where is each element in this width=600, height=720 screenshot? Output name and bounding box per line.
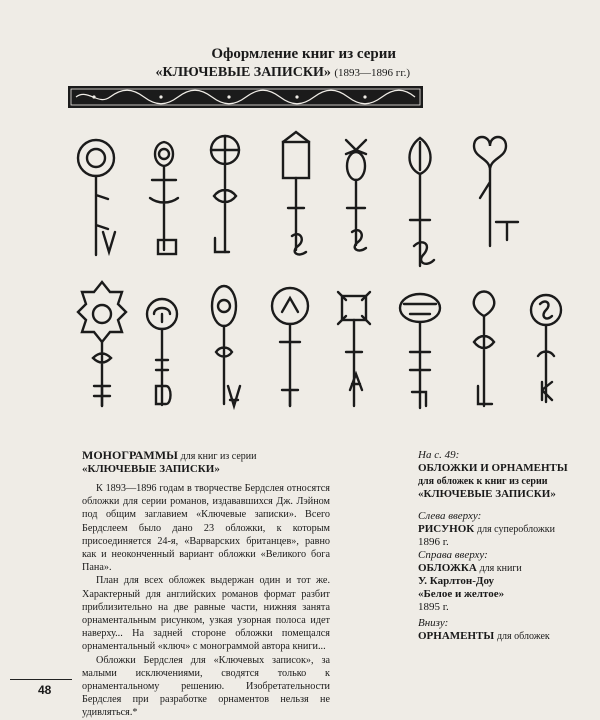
ornament-band xyxy=(68,86,423,108)
key-8 xyxy=(78,282,126,406)
paragraph-2: План для всех обложек выдержан один и тот же. Характерный для английских романов формат разбит приблизительно на две равные части, нижняя занята орнаментальным рисунком, узкая узорная полоса идет наверху... На задней стороне обложки помещался орнаментальный «ключ» с монограммой автора книги... xyxy=(82,575,330,653)
monograms-heading xyxy=(82,449,332,476)
series-years: (1893—1896 гг.) xyxy=(334,67,410,79)
caption-title: РИСУНОК xyxy=(418,523,475,535)
key-11 xyxy=(272,288,308,406)
key-15 xyxy=(531,295,561,402)
caption-label: Слева вверху: xyxy=(418,510,482,522)
footer-rule xyxy=(10,679,72,680)
caption-label: Справа вверху: xyxy=(418,549,488,561)
key-2 xyxy=(150,142,178,254)
caption-title: ОРНАМЕНТЫ xyxy=(418,630,495,642)
monograms-series: «КЛЮЧЕВЫЕ ЗАПИСКИ» xyxy=(82,463,220,475)
caption-title: ОБЛОЖКИ И ОРНАМЕНТЫ xyxy=(418,462,568,474)
key-13 xyxy=(400,294,440,408)
key-1 xyxy=(78,140,115,255)
caption-desc: для книги xyxy=(479,563,522,574)
key-4 xyxy=(283,132,309,254)
monograms-desc: для книг из серии xyxy=(180,451,257,462)
page-subtitle xyxy=(40,64,410,82)
caption-page-49 xyxy=(418,449,578,501)
caption-book: «Белое и желтое» xyxy=(418,588,505,600)
key-3 xyxy=(211,136,239,252)
key-5 xyxy=(346,140,366,250)
caption-desc: для обложек к книг из серии xyxy=(418,476,548,487)
series-name: «КЛЮЧЕВЫЕ ЗАПИСКИ» xyxy=(155,65,331,80)
key-10 xyxy=(212,286,240,406)
caption-right-top xyxy=(418,549,578,614)
key-12 xyxy=(338,292,370,406)
key-14 xyxy=(474,292,494,407)
caption-label: На с. 49: xyxy=(418,449,460,461)
page-title: Оформление книг из серии xyxy=(211,46,396,62)
caption-label: Внизу: xyxy=(418,617,449,629)
caption-series: «КЛЮЧЕВЫЕ ЗАПИСКИ» xyxy=(418,488,556,500)
monograms-title: МОНОГРАММЫ xyxy=(82,448,178,462)
caption-title: ОБЛОЖКА xyxy=(418,562,477,574)
paragraph-1: К 1893—1896 годам в творчестве Бердслея относятся обложки для серии романов, издававшихся Дж. Лэйном под общим заглавием «Ключевые записки». Всего Бердслеем было дано 23 обложки, к которым присоединяется 24-я, «Варварских британцев», равно как и неоконченный вариант обложки «Великого бога Пана». xyxy=(82,483,330,574)
key-7 xyxy=(474,137,518,246)
caption-left-top xyxy=(418,510,578,549)
monogram-keys-illustration xyxy=(0,120,600,420)
paragraph-3: Обложки Бердслея для «Ключевых записок», за малыми исключениями, сводятся только к орнаментальному решению. Изобретательности Бердслея при разработке орнаментов нельзя не удивляться.* xyxy=(82,654,330,719)
caption-desc: для обложек xyxy=(496,631,550,642)
key-9 xyxy=(147,299,177,405)
caption-year: 1896 г. xyxy=(418,536,449,548)
caption-desc: для суперобложки xyxy=(477,524,555,535)
caption-year: 1895 г. xyxy=(418,601,449,613)
caption-bottom xyxy=(418,617,578,643)
caption-author: У. Карлтон-Доу xyxy=(418,575,495,587)
body-text xyxy=(82,482,330,720)
page-number: 48 xyxy=(38,683,52,697)
key-6 xyxy=(410,138,435,266)
